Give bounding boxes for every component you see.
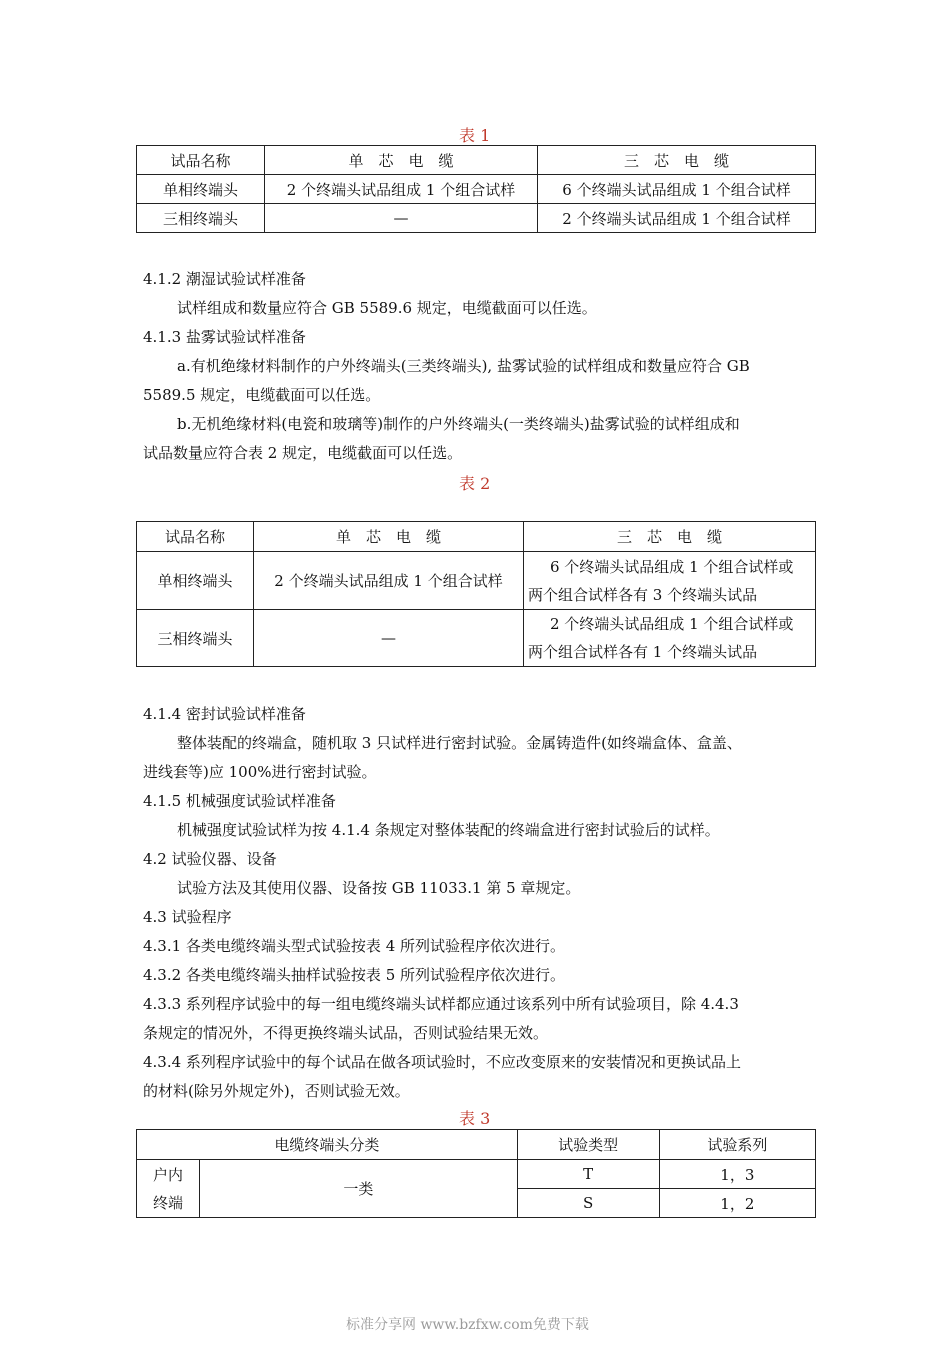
section-heading: 4.1.3 盐雾试验试样准备 [143, 328, 306, 346]
section-412 [143, 265, 750, 468]
paragraph-line: 进线套等)应 100%进行密封试验。 [143, 763, 377, 781]
paragraph-line: 试品数量应符合表 2 规定，电缆截面可以任选。 [143, 444, 463, 462]
table-cell: — [265, 204, 538, 233]
table3-caption: 表 3 [459, 1109, 491, 1128]
table3-header-cell: 电缆终端头分类 [137, 1130, 518, 1160]
paragraph: 4.3.1 各类电缆终端头型式试验按表 4 所列试验程序依次进行。 [143, 937, 566, 955]
table3-group-cell [137, 1160, 200, 1218]
table-row [137, 1160, 816, 1189]
paragraph: 机械强度试验试样为按 4.1.4 条规定对整体装配的终端盒进行密封试验后的试样。 [177, 821, 720, 839]
table-cell: 1，2 [659, 1189, 815, 1218]
table1-header-cell: 三 芯 电 缆 [538, 146, 816, 175]
table2-header-cell: 三 芯 电 缆 [524, 522, 816, 552]
table-cell: 2 个终端头试品组成 1 个组合试样 [254, 552, 524, 610]
cell-line: 户内 [152, 1165, 183, 1184]
cell-line: 6 个终端头试品组成 1 个组合试样或 [550, 557, 794, 576]
paragraph-line: 整体装配的终端盒，随机取 3 只试样进行密封试验。金属铸造件(如终端盒体、盒盖、 [177, 734, 742, 752]
table2-header-row [137, 522, 816, 552]
section-414-434 [143, 700, 742, 1106]
paragraph-line: a.有机绝缘材料制作的户外终端头(三类终端头), 盐雾试验的试样组成和数量应符合 GB [177, 357, 750, 375]
paragraph-line: 5589.5 规定，电缆截面可以任选。 [143, 386, 381, 404]
table3-header-cell: 试验类型 [517, 1130, 659, 1160]
table2-caption: 表 2 [459, 474, 491, 493]
table2-header-cell: 试品名称 [137, 522, 254, 552]
table-cell: 2 个终端头试品组成 1 个组合试样 [265, 175, 538, 204]
table2-header-cell: 单 芯 电 缆 [254, 522, 524, 552]
cell-line: 终端 [152, 1193, 183, 1212]
table-cell: 6 个终端头试品组成 1 个组合试样 [538, 175, 816, 204]
table-cell: 2 个终端头试品组成 1 个组合试样 [538, 204, 816, 233]
table1-header-cell: 试品名称 [137, 146, 265, 175]
cell-line: 2 个终端头试品组成 1 个组合试样或 [550, 615, 794, 633]
table-row [137, 610, 816, 667]
section-heading: 4.1.5 机械强度试验试样准备 [143, 792, 336, 810]
table-cell: T [517, 1160, 659, 1189]
section-heading: 4.1.2 潮湿试验试样准备 [143, 270, 306, 288]
table-cell [524, 552, 816, 610]
paragraph: 4.3.2 各类电缆终端头抽样试验按表 5 所列试验程序依次进行。 [143, 966, 566, 984]
table1-header-row [137, 146, 816, 175]
section-heading: 4.3 试验程序 [143, 908, 232, 926]
table-cell [524, 610, 816, 667]
table1-caption: 表 1 [459, 126, 491, 145]
table-row [137, 552, 816, 610]
table-cell: — [254, 610, 524, 667]
section-heading: 4.1.4 密封试验试样准备 [143, 705, 306, 723]
table-cell: 1，3 [659, 1160, 815, 1189]
paragraph: 试验方法及其使用仪器、设备按 GB 11033.1 第 5 章规定。 [177, 879, 581, 897]
table3-header-cell: 试验系列 [659, 1130, 815, 1160]
table1 [136, 145, 816, 233]
table-cell: 三相终端头 [137, 610, 254, 667]
paragraph-line: 4.3.3 系列程序试验中的每一组电缆终端头试样都应通过该系列中所有试验项目，除 4.4.3 [143, 995, 739, 1013]
table-row [137, 175, 816, 204]
table3-subgroup-cell: 一类 [200, 1160, 518, 1218]
table-cell: 单相终端头 [137, 552, 254, 610]
table2 [136, 521, 816, 667]
paragraph-line: 4.3.4 系列程序试验中的每个试品在做各项试验时，不应改变原来的安装情况和更换试品上 [143, 1053, 741, 1071]
paragraph-line: 条规定的情况外，不得更换终端头试品，否则试验结果无效。 [143, 1024, 549, 1042]
table-cell: 三相终端头 [137, 204, 265, 233]
table-row [137, 204, 816, 233]
cell-line: 两个组合试样各有 3 个终端头试品 [528, 585, 758, 604]
paragraph-line: b.无机绝缘材料(电瓷和玻璃等)制作的户外终端头(一类终端头)盐雾试验的试样组成和 [177, 415, 740, 433]
cell-line: 两个组合试样各有 1 个终端头试品 [528, 643, 758, 661]
table3-header-row [137, 1130, 816, 1160]
paragraph-line: 的材料(除另外规定外)，否则试验无效。 [143, 1082, 410, 1100]
paragraph: 试样组成和数量应符合 GB 5589.6 规定，电缆截面可以任选。 [177, 299, 597, 317]
footer-watermark: 标准分享网 www.bzfxw.com免费下载 [346, 1317, 589, 1333]
table3 [136, 1129, 816, 1218]
section-heading: 4.2 试验仪器、设备 [143, 850, 277, 868]
table1-header-cell: 单 芯 电 缆 [265, 146, 538, 175]
table-cell: 单相终端头 [137, 175, 265, 204]
table-cell: S [517, 1189, 659, 1218]
